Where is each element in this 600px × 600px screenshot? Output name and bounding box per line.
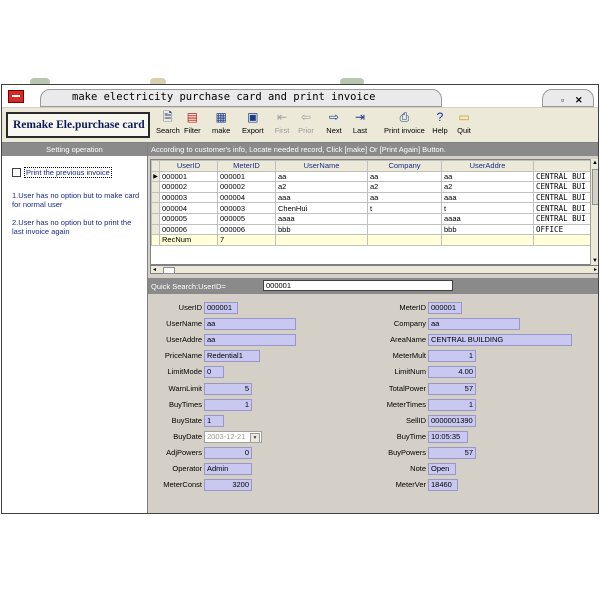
toolbar-button-label: Help [432, 126, 448, 135]
table-cell[interactable]: aaaa [442, 213, 534, 224]
toolbar-button-print-invoice[interactable] [384, 110, 425, 140]
field-label: Operator [172, 464, 202, 473]
field-value-text: 0000001390 [431, 415, 473, 425]
field-buytime [372, 431, 472, 443]
field-label: UserName [166, 319, 202, 329]
print-previous-option[interactable] [12, 167, 112, 177]
field-buydate [148, 431, 266, 443]
field-value-meterver[interactable] [428, 479, 458, 491]
field-warnlimit [148, 383, 256, 395]
field-value-text: Redential1 [207, 351, 243, 361]
field-value-text: 3200 [232, 480, 249, 490]
scroll-right-icon[interactable]: ▸ [593, 267, 597, 273]
field-label: TotalPower [388, 383, 426, 393]
field-value-username[interactable] [204, 318, 296, 330]
field-value-limitmode[interactable] [204, 366, 224, 378]
field-meterid [372, 302, 466, 314]
field-label: UserID [178, 303, 202, 312]
toolbar-button-filter[interactable] [184, 110, 201, 140]
field-label: LimitMode [167, 367, 202, 377]
hscroll-thumb[interactable] [163, 267, 175, 274]
field-username [148, 318, 300, 330]
field-buystate [148, 415, 228, 427]
field-value-warnlimit[interactable] [204, 383, 252, 395]
field-value-text: 1 [244, 399, 249, 409]
field-value-text: 0 [207, 367, 212, 377]
field-useraddre [148, 334, 300, 346]
title-bar[interactable] [2, 85, 598, 107]
table-cell[interactable]: 000002 [218, 182, 276, 193]
row-indicator [152, 213, 160, 224]
quick-search-label: Quick Search:UserID= [151, 282, 226, 291]
table-row[interactable] [152, 171, 600, 182]
record-detail-panel [148, 296, 599, 512]
field-value-text: 1 [468, 399, 473, 409]
prior-record-icon: ⇦ [300, 110, 312, 124]
field-value-buytimes[interactable] [204, 399, 252, 411]
recnum-label: RecNum [160, 235, 218, 246]
app-window [1, 84, 599, 514]
table-cell[interactable]: aa [368, 171, 442, 182]
toolbar-button-label: Export [242, 126, 264, 135]
field-meterconst [148, 479, 256, 491]
table-cell[interactable]: t [368, 203, 442, 214]
toolbar-button-next[interactable] [326, 110, 342, 140]
table-cell[interactable] [368, 224, 442, 235]
toolbar-button-label: Next [326, 126, 342, 135]
table-cell[interactable]: aa [442, 171, 534, 182]
field-value-meterconst[interactable] [204, 479, 252, 491]
table-cell[interactable]: 000004 [218, 192, 276, 203]
table-cell[interactable]: 000006 [218, 224, 276, 235]
help-icon: ? [436, 110, 444, 124]
field-value-buypowers[interactable] [428, 447, 476, 459]
table-cell[interactable]: 000003 [160, 192, 218, 203]
make-card-icon: ▦ [215, 110, 227, 124]
field-value-text: aa [207, 335, 216, 345]
table-cell [276, 235, 368, 246]
table-row[interactable] [152, 182, 600, 193]
toolbar-button-label: Last [352, 126, 368, 135]
field-label: BuyState [171, 415, 202, 425]
table-cell[interactable]: a2 [368, 182, 442, 193]
quick-search-bar [148, 278, 599, 294]
field-value-sellid[interactable] [428, 415, 476, 427]
grid-column-header[interactable]: MeterID [218, 161, 276, 172]
row-indicator [152, 182, 160, 193]
field-value-text: Open [431, 464, 450, 473]
field-label: MeterID [399, 303, 426, 312]
scroll-thumb[interactable] [592, 169, 599, 205]
field-value-text: 1 [207, 415, 212, 425]
field-value-totalpower[interactable] [428, 383, 476, 395]
field-value-adjpowers[interactable] [204, 447, 252, 459]
field-label: BuyTime [396, 431, 426, 441]
print-previous-label[interactable]: Print the previous invoice [26, 167, 110, 177]
field-operator [148, 463, 256, 475]
field-label: BuyTimes [168, 399, 202, 409]
grid-column-header[interactable]: UserID [160, 161, 218, 172]
toolbar-button-make[interactable] [212, 110, 230, 140]
export-icon: ▣ [247, 110, 259, 124]
field-label: Note [410, 464, 426, 473]
field-value-text: 57 [464, 383, 473, 393]
field-value-areaname[interactable] [428, 334, 572, 346]
app-title: Remake Ele.purchase card [13, 119, 145, 131]
window-controls [542, 89, 594, 107]
row-indicator: ▶ [152, 171, 160, 182]
field-totalpower [372, 383, 480, 395]
grid-column-header[interactable]: UserAddre [442, 161, 534, 172]
field-value-text: CENTRAL BUILDING [431, 335, 504, 345]
field-label: BuyDate [173, 431, 202, 441]
field-value-meterid[interactable] [428, 302, 462, 314]
close-icon[interactable]: ✕ [575, 95, 583, 105]
table-cell[interactable] [368, 213, 442, 224]
sidebar-note-2: 2.User has no option but to print the last invoice again [12, 218, 132, 236]
field-label: PriceName [164, 351, 202, 361]
filter-icon: ▤ [186, 110, 198, 124]
table-row[interactable] [152, 224, 600, 235]
app-icon[interactable] [8, 90, 24, 103]
sidebar [2, 143, 148, 513]
table-cell[interactable]: 000005 [218, 213, 276, 224]
table-cell[interactable]: a2 [276, 182, 368, 193]
field-value-text: Admin [207, 464, 229, 473]
table-cell[interactable]: aa [368, 192, 442, 203]
field-label: MeterMult [392, 351, 426, 361]
field-label: UserAddre [166, 335, 202, 345]
field-limitmode [148, 366, 228, 378]
field-label: MeterConst [163, 480, 202, 490]
field-metertimes [372, 399, 480, 411]
info-bar: According to customer's info, Locate needed record, Click [make] Or [Print Again] Button. [148, 143, 599, 156]
field-areaname [372, 334, 576, 346]
field-label: BuyPowers [388, 447, 426, 457]
row-indicator [152, 224, 160, 235]
field-value-text: 2003-12-21 [207, 431, 246, 441]
table-cell[interactable]: 000001 [160, 171, 218, 182]
table-cell[interactable]: 000001 [218, 171, 276, 182]
field-value-text: 57 [464, 447, 473, 457]
field-value-text: 5 [244, 383, 249, 393]
table-cell[interactable]: aaa [276, 192, 368, 203]
scroll-up-icon[interactable]: ▲ [592, 160, 598, 166]
toolbar-button-label: First [274, 126, 290, 135]
toolbar-button-export[interactable] [242, 110, 264, 140]
field-value-useraddre[interactable] [204, 334, 296, 346]
table-cell[interactable]: 000002 [160, 182, 218, 193]
field-value-text: aa [431, 319, 440, 329]
toolbar-button-last[interactable] [352, 110, 368, 140]
table-cell[interactable]: CENTRAL BUI [534, 213, 600, 224]
toolbar-button-label: Search [156, 126, 180, 135]
chevron-down-icon[interactable]: ▼ [250, 433, 260, 443]
table-row[interactable] [152, 203, 600, 214]
recnum-value: 7 [218, 235, 276, 246]
field-label: WarnLimit [168, 383, 202, 393]
quick-search-input[interactable]: 000001 [263, 280, 453, 291]
field-value-buytime[interactable] [428, 431, 468, 443]
field-label: SellID [405, 415, 426, 425]
table-cell[interactable]: a2 [442, 182, 534, 193]
field-value-text: 4.00 [458, 367, 473, 377]
grid-column-header[interactable]: Company [368, 161, 442, 172]
field-buytimes [148, 399, 256, 411]
field-limitnum [372, 366, 480, 378]
toolbar-button-quit[interactable] [456, 110, 472, 140]
field-value-pricename[interactable] [204, 350, 260, 362]
field-value-operator[interactable] [204, 463, 252, 475]
grid-column-header[interactable]: UserName [276, 161, 368, 172]
toolbar-button-label: Print invoice [384, 126, 425, 135]
scroll-left-icon[interactable]: ◂ [153, 267, 157, 273]
field-company [372, 318, 524, 330]
field-value-text: 000001 [207, 303, 233, 312]
toolbar-button-prior[interactable] [298, 110, 314, 140]
table-cell [368, 235, 442, 246]
main-panel [148, 143, 599, 513]
table-cell [442, 235, 534, 246]
field-meterver [372, 479, 462, 491]
quit-folder-icon: ▭ [458, 110, 470, 124]
field-label: MeterVer [395, 480, 426, 490]
next-record-icon: ⇨ [328, 110, 340, 124]
toolbar [2, 108, 598, 143]
field-value-company[interactable] [428, 318, 520, 330]
toolbar-button-help[interactable] [432, 110, 448, 140]
last-record-icon: ⇥ [354, 110, 366, 124]
sidebar-note-1: 1.User has no option but to make card for normal user [12, 191, 140, 209]
printer-icon: ⎙ [399, 110, 410, 124]
table-cell[interactable]: OFFICE [534, 224, 600, 235]
sidebar-header: Setting operation [2, 143, 147, 156]
field-metermult [372, 350, 480, 362]
field-value-text: 000001 [431, 303, 457, 312]
table-cell[interactable]: 000005 [160, 213, 218, 224]
table-cell[interactable]: bbb [276, 224, 368, 235]
row-indicator [152, 203, 160, 214]
field-value-text: aa [207, 319, 216, 329]
window-title: make electricity purchase card and print invoice [72, 91, 376, 103]
table-cell[interactable]: 000004 [160, 203, 218, 214]
field-value-text: 1 [468, 351, 473, 361]
toolbar-button-label: Filter [184, 126, 201, 135]
toolbar-button-label: Quit [457, 126, 471, 135]
row-indicator [152, 235, 160, 246]
field-sellid [372, 415, 480, 427]
field-value-buystate[interactable] [204, 415, 224, 427]
grid-vertical-scrollbar[interactable] [590, 159, 599, 265]
table-cell[interactable]: CENTRAL BUI [534, 203, 600, 214]
table-row[interactable] [152, 192, 600, 203]
field-buypowers [372, 447, 480, 459]
table-cell[interactable]: aaa [442, 192, 534, 203]
print-previous-checkbox[interactable] [12, 168, 21, 177]
table-cell[interactable]: 000003 [218, 203, 276, 214]
field-pricename [148, 350, 264, 362]
first-record-icon: ⇤ [276, 110, 288, 124]
field-value-buydate[interactable] [204, 431, 262, 443]
table-cell[interactable]: ChenHui [276, 203, 368, 214]
grid-corner [152, 161, 160, 172]
row-indicator [152, 192, 160, 203]
table-cell[interactable]: CENTRAL BUI [534, 192, 600, 203]
field-label: MeterTimes [386, 399, 426, 409]
field-label: Company [393, 319, 426, 329]
field-note [372, 463, 460, 475]
field-value-userid[interactable] [204, 302, 238, 314]
table-row[interactable] [152, 213, 600, 224]
toolbar-button-label: Prior [298, 126, 314, 135]
field-label: LimitNum [394, 367, 426, 377]
toolbar-button-search[interactable] [156, 110, 180, 140]
field-value-limitnum[interactable] [428, 366, 476, 378]
table-cell[interactable]: CENTRAL BUI [534, 182, 600, 193]
table-cell[interactable]: t [442, 203, 534, 214]
minimize-icon[interactable]: ▫ [561, 95, 565, 105]
field-label: AreaName [390, 335, 426, 345]
field-label: AdjPowers [166, 447, 202, 457]
table-cell[interactable]: aaaa [276, 213, 368, 224]
records-grid[interactable] [150, 159, 599, 265]
app-title-box [6, 112, 150, 138]
recnum-row [152, 235, 600, 246]
field-value-metertimes[interactable] [428, 399, 476, 411]
field-adjpowers [148, 447, 256, 459]
table-cell[interactable]: 000006 [160, 224, 218, 235]
table-cell[interactable]: aa [276, 171, 368, 182]
field-value-text: 10:05:35 [431, 431, 461, 441]
scroll-down-icon[interactable]: ▼ [592, 258, 598, 264]
toolbar-button-label: make [212, 126, 231, 135]
table-cell[interactable]: bbb [442, 224, 534, 235]
field-value-note[interactable] [428, 463, 456, 475]
toolbar-button-first[interactable] [274, 110, 290, 140]
table-cell[interactable]: CENTRAL BUI [534, 171, 600, 182]
field-userid [148, 302, 242, 314]
field-value-text: 0 [244, 447, 249, 457]
field-value-metermult[interactable] [428, 350, 476, 362]
field-value-text: 18460 [431, 480, 452, 490]
grid-horizontal-scrollbar[interactable] [150, 265, 599, 274]
search-doc-icon: 🗎 [163, 110, 173, 124]
